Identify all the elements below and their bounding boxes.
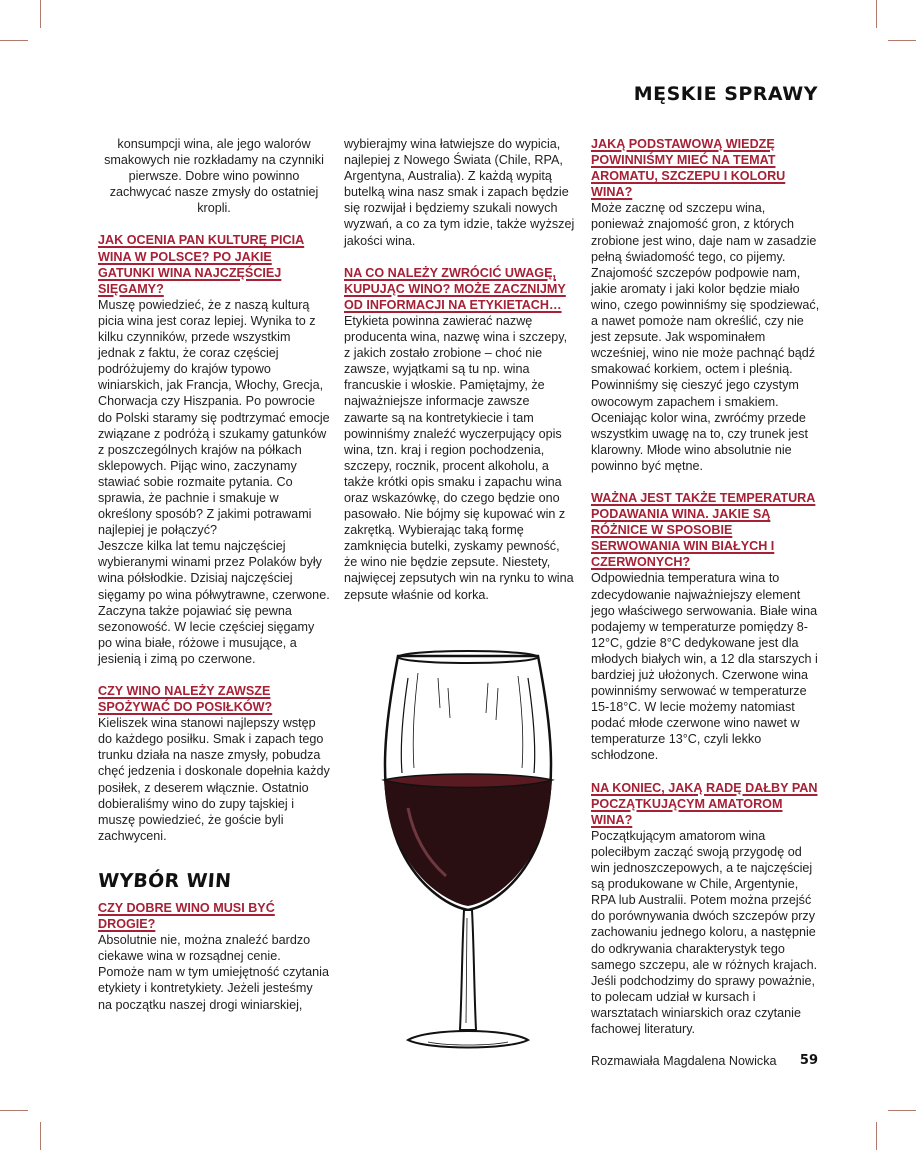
column-2 [344, 136, 576, 603]
crop-mark [876, 0, 877, 28]
body-text: konsumpcji wina, ale jego walorów smakowych nie rozkładamy na czynniki pierwsze. Dobre wino powinno zachwycać nasze zmysły do ostatniej kropli. [104, 137, 324, 216]
crop-mark [888, 40, 916, 41]
crop-mark [40, 0, 41, 28]
answer-text: Początkującym amatorom wina poleciłbym zacząć swoją przygodę od win jednoszczepowych, a te najczęściej są produkowane w Chile, Argentynie, RPA lub Australii. Potem można przejść do porównywania dwóch szczepów przy zachowaniu jednego koloru, a następnie do odkrywania charakterystyk tego samego szczepu, ale w różnych krajach. Jeśli podchodzimy do sprawy poważnie, to polecam udział w kursach i warsztatach winiarskich oraz czytanie fachowej literatury. [591, 828, 818, 1036]
answer-text: Kieliszek wina stanowi najlepszy wstęp do każdego posiłku. Smak i zapach tego trunku działa na nasze zmysły, pobudza chęć jedzenia i doskonale dopełnia każdy posiłek, z deserem włącznie. Ostatnio dobieraliśmy wino do zupy tajskiej i muszę powiedzieć, że goście byli zachwyceni. [98, 716, 330, 843]
question-heading: NA CO NALEŻY ZWRÓCIĆ UWAGĘ, KUPUJĄC WINO? MOŻE ZACZNIJMY OD INFORMACJI NA ETYKIETACH… [344, 265, 566, 312]
question-heading: NA KONIEC, JAKĄ RADĘ DAŁBY PAN POCZĄTKUJĄCYM AMATOROM WINA? [591, 780, 818, 827]
body-text: wybierajmy wina łatwiejsze do wypicia, najlepiej z Nowego Świata (Chile, RPA, Argentyna, Australia). Z każdą wypitą butelką wina nasz smak i zapach będzie się rozwijał i będziemy szukali nowych wyzwań, a co za tym idzie, także wyższej jakości wina. [344, 137, 575, 248]
question-heading: JAK OCENIA PAN KULTURĘ PICIA WINA W POLSCE? PO JAKIE GATUNKI WINA NAJCZĘŚCIEJ SIĘGAMY? [98, 233, 305, 296]
crop-mark [888, 1110, 916, 1111]
answer-text: Muszę powiedzieć, że z naszą kulturą picia wina jest coraz lepiej. Wynika to z kilku czynników, przede wszystkim jednak z faktu, że coraz częściej podróżujemy do krajów typowo winiarskich, jak Francja, Włochy, Grecja, Chorwacja czy Hiszpania. Po powrocie do Polski staramy się podtrzymać emocje związane z podróżą i szukamy gatunków z poszczególnych krajów na półkach sklepowych. Pijąc wino, zaczynamy stawiać sobie rozmaite pytania. Co sprawia, że pachnie i smakuje w określony sposób? Z jakimi potrawami najlepiej je połączyć? [98, 297, 330, 538]
column-1 [98, 136, 330, 1013]
author-signature: Rozmawiała Magdalena Nowicka [591, 1054, 777, 1069]
page-number: 59 [799, 1053, 818, 1068]
crop-mark [876, 1122, 877, 1150]
question-heading: CZY DOBRE WINO MUSI BYĆ DROGIE? [98, 900, 275, 932]
answer-text: Etykieta powinna zawierać nazwę producenta wina, nazwę wina i szczepy, z jakich zostało zrobione – choć nie zawsze, wyjątkami są tu np. wina francuskie i włoskie. Pamiętajmy, że najważniejsze informacje zawsze zawarte są na kontretykiecie i tam powinniśmy znaleźć wyczerpujący opis wina, tzn. kraj i region pochodzenia, szczepy, rocznik, procent alkoholu, a także krótki opis smaku i zapachu wina oraz wskazówkę, do czego będzie ono pasowało. Nie bójmy się kupować win z zakrętką. Wybierając taką formę zamknięcia butelki, zyskamy pewność, że wino nie będzie zepsute. Niestety, najwięcej zepsutych win na rynku to wina zepsute właśnie od korka. [344, 313, 574, 602]
answer-text: Odpowiednia temperatura wina to zdecydowanie najważniejszy element jego właściwego serwowania. Białe wina podajemy w temperaturze pomiędzy 8-12°C, gdzie 8°C dedykowane jest dla młodych białych win, a 12 dla starszych i bardziej już ułożonych. Czerwone wina powinniśmy serwować w temperaturze 15-18°C. W lecie możemy natomiast podać młode czerwone wino nawet w temperaturze 13°C, czyli lekko schłodzone. [591, 571, 818, 763]
answer-text: Może zacznę od szczepu wina, ponieważ znajomość gron, z których zrobione jest wino, daje nam w zasadzie pełną świadomość tego, co pijemy. Znajomość szczepów podpowie nam, jakie aromaty i jaki kolor będzie miało wino, czego powinniśmy się spodziewać, a nawet pomoże nam określić, czy nie jest zepsute. Jak wspominałem wcześniej, wino nie może pachnąć bądź smakować korkiem, octem i pleśnią. Powinniśmy się cieszyć jego czystym owocowym zapachem i smakiem. Oceniając kolor wina, zwróćmy przede wszystkim uwagę na to, czy trunek jest klarowny. Młode wino absolutnie nie powinno być mętne. [591, 201, 820, 473]
section-title: WYBÓR WIN [97, 869, 233, 892]
question-heading: WAŻNA JEST TAKŻE TEMPERATURA PODAWANIA WINA. JAKIE SĄ RÓŻNICE W SPOSOBIE SERWOWANIA WIN BIAŁYCH I CZERWONYCH? [591, 490, 816, 570]
section-header: MĘSKIE SPRAWY [633, 83, 818, 105]
crop-mark [0, 40, 28, 41]
answer-text: Jeszcze kilka lat temu najczęściej wybieranymi winami przez Polaków były wina półsłodkie. Dzisiaj najczęściej sięgamy po wina półwytrawne, czerwone. Zaczyna także pojawiać się pewna sezonowość. W lecie częściej sięgamy po wina białe, różowe i musujące, a jesienią i zimą po czerwone. [98, 539, 330, 666]
answer-text: Absolutnie nie, można znaleźć bardzo ciekawe wina w rozsądnej cenie. Pomoże nam w tym umiejętność czytania etykiety i kontretykiety. Jeżeli jesteśmy na początku naszej drogi winiarskiej, [98, 933, 329, 1012]
crop-mark [40, 1122, 41, 1150]
wine-glass-icon [368, 648, 568, 1058]
crop-mark [0, 1110, 28, 1111]
column-3 [591, 136, 821, 1069]
question-heading: CZY WINO NALEŻY ZAWSZE SPOŻYWAĆ DO POSIŁKÓW? [98, 684, 273, 715]
question-heading: JAKĄ PODSTAWOWĄ WIEDZĘ POWINNIŚMY MIEĆ NA TEMAT AROMATU, SZCZEPU I KOLORU WINA? [591, 137, 786, 200]
